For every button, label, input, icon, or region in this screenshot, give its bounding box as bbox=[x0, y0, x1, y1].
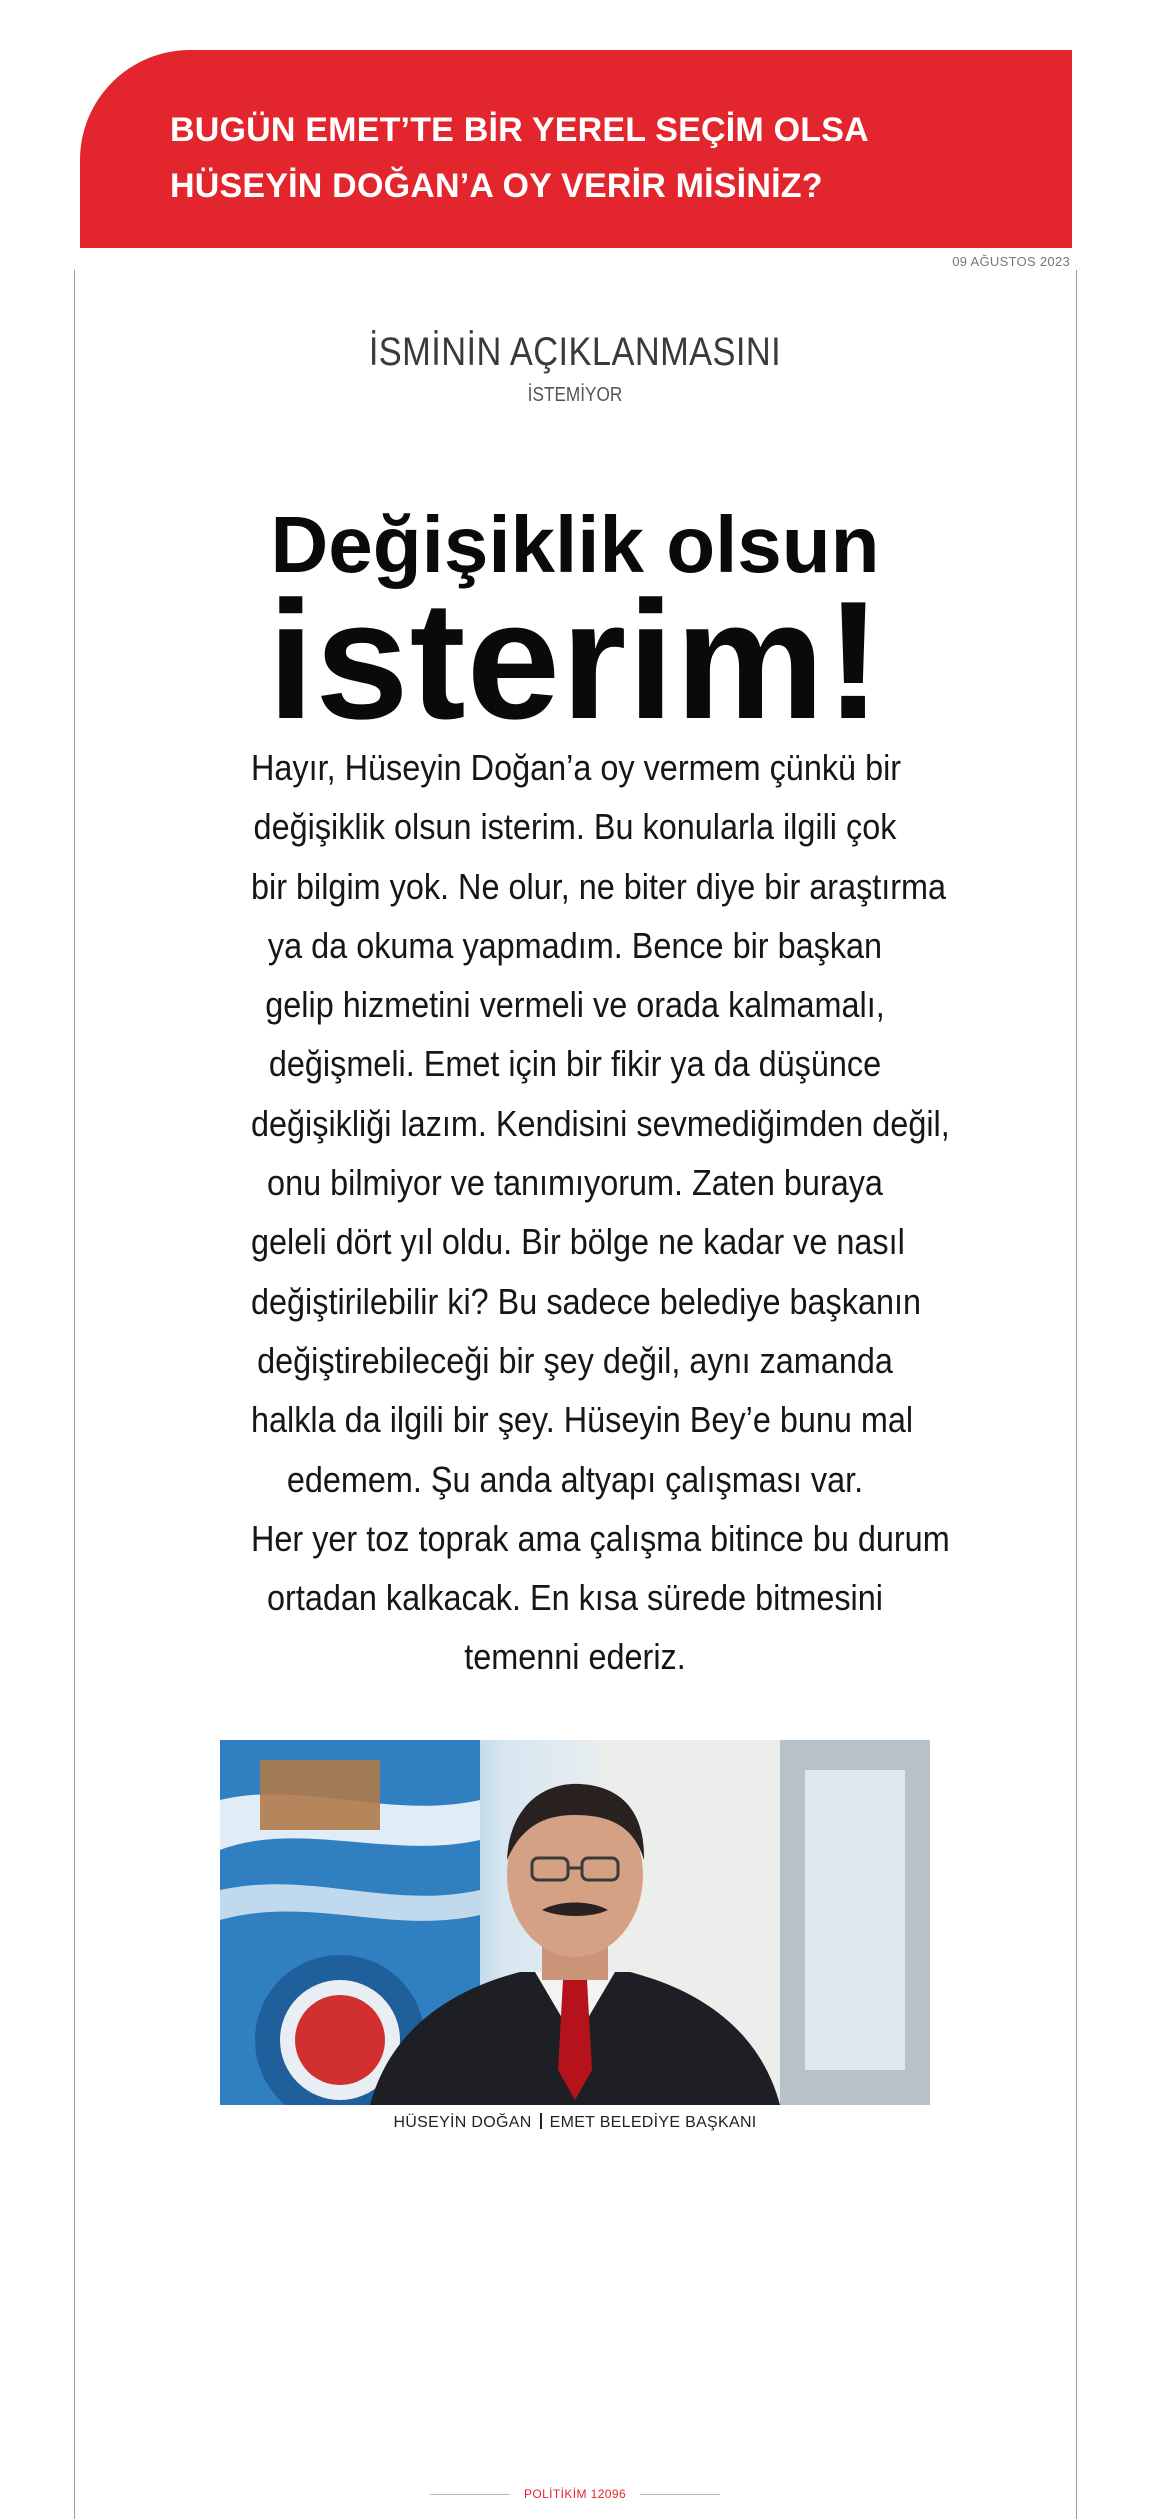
footer-label: POLİTİKİM 12096 bbox=[523, 2487, 627, 2501]
body-line: değişikliği lazım. Kendisini sevmediğimden değil, bbox=[251, 1102, 950, 1144]
header-banner bbox=[80, 50, 1072, 248]
body-line: gelip hizmetini vermeli ve orada kalmamalı, bbox=[265, 984, 885, 1026]
footer-rule-right bbox=[640, 2494, 720, 2495]
portrait-photo bbox=[220, 1740, 930, 2105]
headline-line-2: isterim! bbox=[267, 566, 883, 754]
article-kicker-sub: İSTEMİYOR bbox=[527, 384, 623, 406]
caption-title: EMET BELEDİYE BAŞKANI bbox=[549, 2114, 757, 2131]
body-line: ya da okuma yapmadım. Bence bir başkan bbox=[267, 924, 883, 966]
body-line: değişmeli. Emet için bir fikir ya da düşünce bbox=[268, 1043, 882, 1085]
article-kicker: İSMİNİN AÇIKLANMASINI bbox=[368, 330, 782, 374]
body-line: değişiklik olsun isterim. Bu konularla ilgili çok bbox=[253, 806, 897, 848]
body-line: geleli dört yıl oldu. Bir bölge ne kadar ve nasıl bbox=[251, 1221, 905, 1263]
body-line: halkla da ilgili bir şey. Hüseyin Bey’e bunu mal bbox=[251, 1399, 914, 1441]
body-line: değiştirilebilir ki? Bu sadece belediye başkanın bbox=[251, 1280, 921, 1322]
caption-name: HÜSEYİN DOĞAN bbox=[393, 2114, 532, 2131]
body-line: bir bilgim yok. Ne olur, ne biter diye bir araştırma bbox=[251, 865, 947, 907]
photo-caption bbox=[0, 2113, 1150, 2132]
publish-date: 09 AĞUSTOS 2023 bbox=[952, 254, 1070, 269]
page-title-line-1: BUGÜN EMET’TE BİR YEREL SEÇİM OLSA bbox=[170, 111, 869, 149]
article-body bbox=[215, 738, 950, 1687]
body-line: değiştirebileceği bir şey değil, aynı zamanda bbox=[257, 1339, 893, 1381]
headline-line-1: Değişiklik olsun bbox=[270, 500, 880, 589]
page-title bbox=[170, 102, 1072, 214]
body-line: Her yer toz toprak ama çalışma bitince bu durum bbox=[251, 1517, 950, 1559]
body-line: ortadan kalkacak. En kısa sürede bitmesini bbox=[267, 1577, 883, 1619]
body-line: Hayır, Hüseyin Doğan’a oy vermem çünkü bir bbox=[251, 747, 902, 788]
body-line: edemem. Şu anda altyapı çalışması var. bbox=[286, 1458, 864, 1500]
footer-rule-left bbox=[430, 2494, 510, 2495]
body-line: temenni ederiz. bbox=[464, 1636, 686, 1678]
caption-separator bbox=[540, 2113, 542, 2129]
page-title-line-2: HÜSEYİN DOĞAN’A OY VERİR MİSİNİZ? bbox=[170, 167, 823, 205]
page-footer bbox=[0, 2487, 1150, 2501]
portrait-illustration bbox=[220, 1740, 930, 2105]
body-line: onu bilmiyor ve tanımıyorum. Zaten buraya bbox=[267, 1162, 883, 1204]
